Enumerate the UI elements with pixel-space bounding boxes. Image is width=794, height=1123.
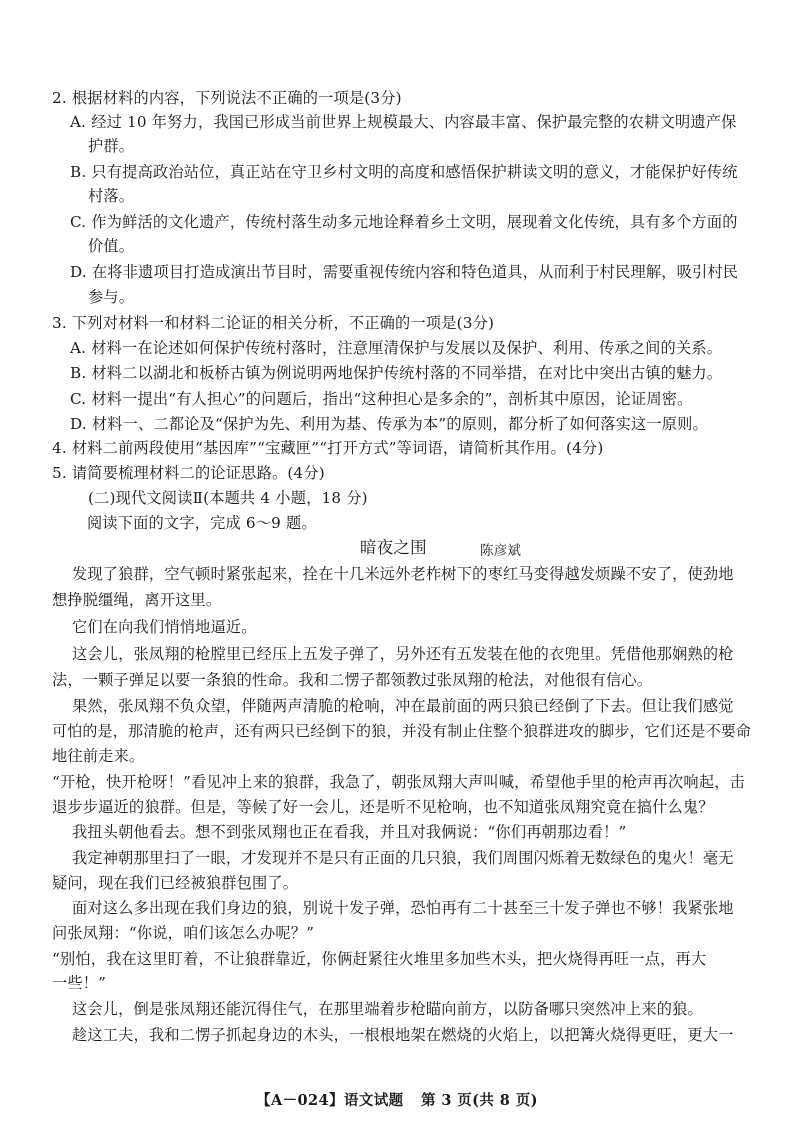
- section-instruction: 阅读下面的文字，完成 6～9 题。: [87, 514, 317, 532]
- question-3-option-d: D. 材料一、二都论及“保护为先、利用为基、传承为本”的原则，都分析了如何落实这一原则。: [70, 415, 708, 433]
- story-author: 陈彦斌: [480, 543, 522, 559]
- question-2-option-a: A. 经过 10 年努力，我国已形成当前世界上规模最大、内容最丰富、保护最完整的农耕文明遗产保: [70, 113, 737, 131]
- story-line: 它们在向我们悄悄地逼近。: [72, 618, 257, 636]
- story-line: “别怕，我在这里盯着，不让狼群靠近，你俩赶紧往火堆里多加些木头，把火烧得再旺一点，再大: [52, 950, 707, 968]
- story-line: 地往前走来。: [52, 747, 145, 765]
- question-4: 4. 材料二前两段使用“基因库”“宝藏匣”“打开方式”等词语，请简析其作用。(4分): [52, 439, 604, 457]
- question-2-stem: 2. 根据材料的内容，下列说法不正确的一项是(3分): [52, 89, 402, 107]
- question-2-option-b: B. 只有提高政治站位，真正站在守卫乡村文明的高度和感悟保护耕读文明的意义，才能保护好传统: [70, 163, 738, 181]
- question-2-option-d: D. 在将非遗项目打造成演出节目时，需要重视传统内容和特色道具，从而利于村民理解，吸引村民: [70, 263, 739, 281]
- story-line: 一些！”: [52, 974, 107, 992]
- story-line: 果然，张凤翔不负众望，伴随两声清脆的枪响，冲在最前面的两只狼已经倒了下去。但让我们感觉: [72, 697, 734, 715]
- question-3-option-b: B. 材料二以湖北和板桥古镇为例说明两地保护传统村落的不同举措，在对比中突出古镇的魅力。: [70, 364, 723, 382]
- story-line: 想挣脱缰绳，离开这里。: [52, 591, 222, 609]
- story-line: 法，一颗子弹足以要一条狼的性命。我和二愣子都领教过张凤翔的枪法，对他很有信心。: [52, 671, 653, 689]
- story-line: 我扭头朝他看去。想不到张凤翔也正在看我，并且对我俩说：“你们再朝那边看！”: [72, 823, 627, 841]
- question-2-option-c: C. 作为鲜活的文化遗产，传统村落生动多元地诠释着乡土文明，展现着文化传统，具有多个方面的: [70, 213, 738, 231]
- story-line: 趁这工夫，我和二愣子抓起身边的木头，一根根地架在燃烧的火焰上，以把篝火烧得更旺，更大一: [72, 1026, 734, 1044]
- story-line: 我定神朝那里扫了一眼，才发现并不是只有正面的几只狼，我们周围闪烁着无数绿色的鬼火！毫无: [72, 849, 734, 867]
- page-footer: [0, 1089, 794, 1110]
- story-line: 退步步逼近的狼群。但是，等候了好一会儿，还是听不见枪响，也不知道张凤翔究竟在搞什么鬼？: [52, 798, 714, 816]
- question-3-option-a: A. 材料一在论述如何保护传统村落时，注意厘清保护与发展以及保护、利用、传承之间的关系。: [70, 339, 723, 357]
- page-number: 第 3 页(共 8 页): [420, 1092, 538, 1109]
- question-2-option-b-cont: 村落。: [88, 187, 135, 205]
- story-line: “开枪，快开枪呀！”看见冲上来的狼群，我急了，朝张凤翔大声叫喊，希望他手里的枪声再次响起，击: [52, 773, 745, 791]
- story-line: 问张凤翔：“你说，咱们该怎么办呢？”: [52, 924, 315, 942]
- question-5: 5. 请简要梳理材料二的论证思路。(4分): [52, 464, 325, 482]
- exam-code: 【A－024】语文试题: [256, 1092, 404, 1109]
- question-2-option-c-cont: 价值。: [88, 237, 135, 255]
- story-line: 发现了狼群，空气顿时紧张起来，拴在十几米远外老柞树下的枣红马变得越发烦躁不安了，使劲地: [72, 565, 734, 583]
- question-3-option-c: C. 材料一提出“有人担心”的问题后，指出“这种担心是多余的”，剖析其中原因，论证周密。: [70, 390, 693, 408]
- story-line: 面对这么多出现在我们身边的狼，别说十发子弹，恐怕再有二十甚至三十发子弹也不够！我紧张地: [72, 899, 734, 917]
- section-header: (二)现代文阅读Ⅱ(本题共 4 小题，18 分): [88, 489, 368, 507]
- question-2-option-a-cont: 护群。: [88, 137, 135, 155]
- story-line: 这会儿，倒是张凤翔还能沉得住气，在那里端着步枪瞄向前方，以防备哪只突然冲上来的狼。: [72, 1000, 703, 1018]
- question-2-option-d-cont: 参与。: [88, 288, 135, 306]
- story-title: 暗夜之围: [360, 538, 427, 557]
- story-line: 这会儿，张凤翔的枪膛里已经压上五发子弹了，另外还有五发装在他的衣兜里。凭借他那娴熟的枪: [72, 645, 734, 663]
- story-line: 疑问，现在我们已经被狼群包围了。: [52, 874, 299, 892]
- question-3-stem: 3. 下列对材料一和材料二论证的相关分析，不正确的一项是(3分): [52, 314, 495, 332]
- story-line: 可怕的是，那清脆的枪声，还有两只已经倒下的狼，并没有制止住整个狼群进攻的脚步，它们还是不要命: [52, 722, 752, 740]
